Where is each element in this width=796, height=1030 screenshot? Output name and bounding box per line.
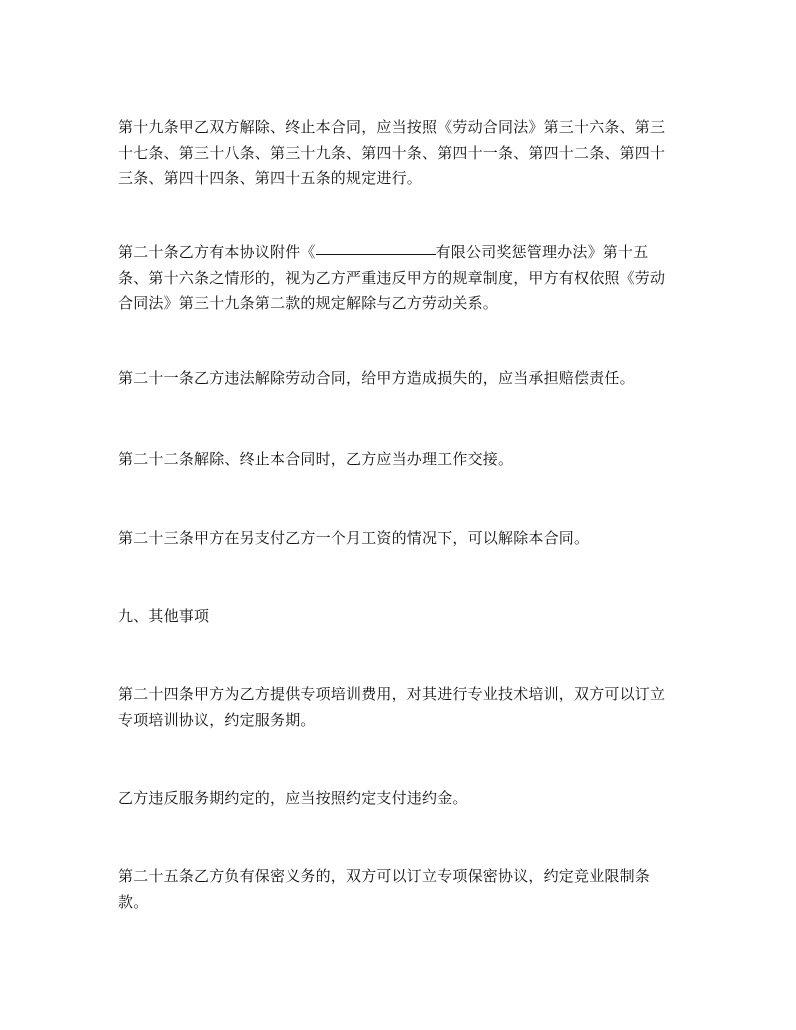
clause-24 <box>118 682 684 733</box>
clause-23 <box>118 526 684 552</box>
clause-20-suffix: 有限公司奖惩管理办法》第十五 <box>435 243 649 261</box>
text-line: 专项培训协议，约定服务期。 <box>118 710 316 729</box>
text-line: 乙方违反服务期约定的，应当按照约定支付违约金。 <box>118 789 468 807</box>
text-line: 第二十五条乙方负有保密义务的，双方可以订立专项保密协议，约定竞业限制条 <box>118 867 651 885</box>
text-line: 第二十四条甲方为乙方提供专项培训费用，对其进行专业技术培训，双方可以订立 <box>118 685 666 703</box>
text-line: 三条、第四十四条、第四十五条的规定进行。 <box>118 169 423 187</box>
clause-21 <box>118 366 684 392</box>
clause-25 <box>118 864 684 915</box>
text-line: 第十九条甲乙双方解除、终止本合同，应当按照《劳动合同法》第三十六条、第三 <box>118 118 666 136</box>
text-line: 第二十二条解除、终止本合同时，乙方应当办理工作交接。 <box>118 450 514 468</box>
clause-19 <box>118 115 684 192</box>
text-line: 条、第十六条之情形的，视为乙方严重违反甲方的规章制度，甲方有权依照《劳动 <box>118 268 666 287</box>
clause-22 <box>118 447 684 473</box>
clause-20 <box>118 240 684 317</box>
text-line: 十七条、第三十八条、第三十九条、第四十条、第四十一条、第四十二条、第四十 <box>118 143 666 162</box>
text-line: 九、其他事项 <box>118 607 210 625</box>
fill-in-blank <box>316 254 436 255</box>
text-line: 款。 <box>118 892 149 911</box>
text-line <box>118 240 684 266</box>
service-period-note <box>118 786 684 812</box>
section-heading <box>118 604 684 630</box>
text-line: 第二十三条甲方在另支付乙方一个月工资的情况下，可以解除本合同。 <box>118 529 590 547</box>
text-line: 合同法》第三十九条第二款的规定解除与乙方劳动关系。 <box>118 294 499 312</box>
clause-20-prefix: 第二十条乙方有本协议附件《 <box>118 243 316 261</box>
text-line: 第二十一条乙方违法解除劳动合同，给甲方造成损失的，应当承担赔偿责任。 <box>118 369 635 387</box>
